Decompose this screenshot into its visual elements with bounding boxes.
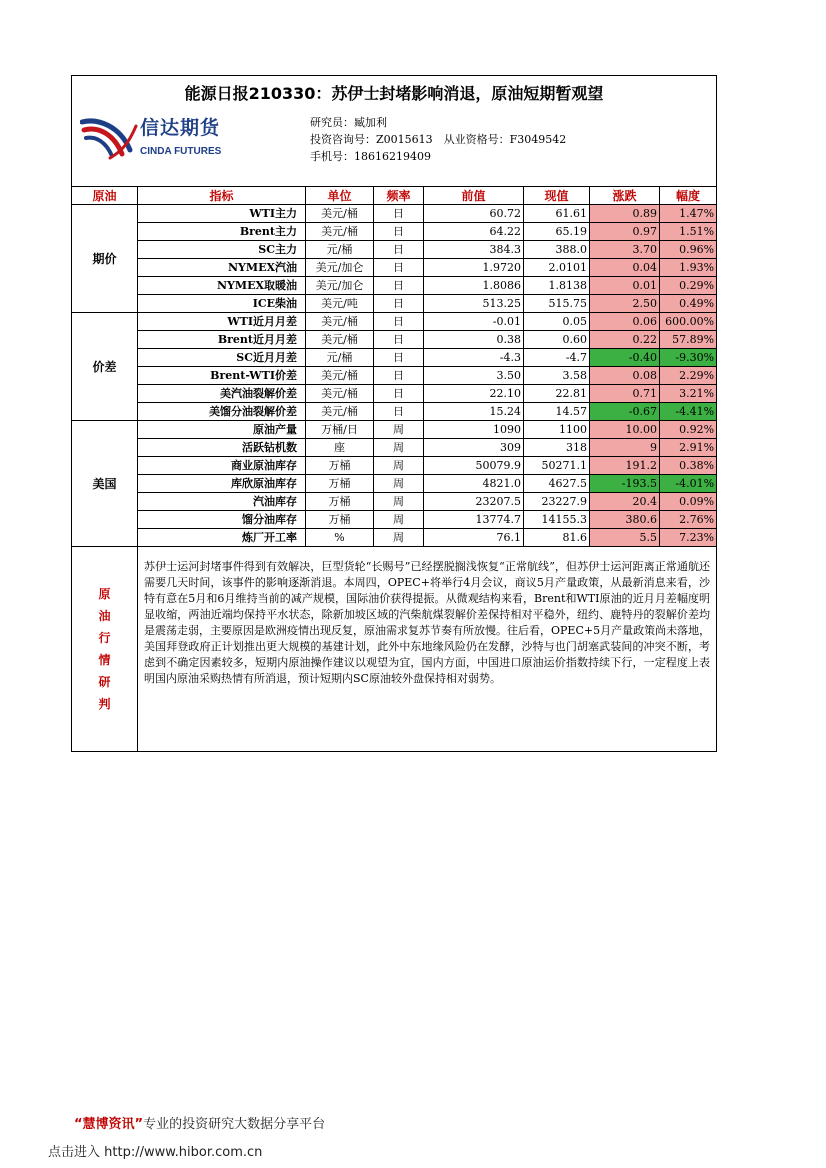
change-cell: 0.89 bbox=[590, 205, 660, 223]
table-row bbox=[72, 385, 717, 403]
table-row bbox=[72, 403, 717, 421]
previous-value-cell: 1090 bbox=[424, 421, 524, 439]
cinda-swirl-icon bbox=[80, 116, 138, 160]
unit-cell: 美元/桶 bbox=[306, 403, 374, 421]
current-value-cell: 1.8138 bbox=[524, 277, 590, 295]
indicator-cell: WTI近月月差 bbox=[138, 313, 306, 331]
previous-value-cell: 1.8086 bbox=[424, 277, 524, 295]
previous-value-cell: 76.1 bbox=[424, 529, 524, 547]
frequency-cell: 周 bbox=[374, 493, 424, 511]
logo-cn-text: 信达期货 bbox=[140, 117, 221, 139]
current-value-cell: 1100 bbox=[524, 421, 590, 439]
percent-change-cell: 0.09% bbox=[660, 493, 717, 511]
indicator-cell: 商业原油库存 bbox=[138, 457, 306, 475]
change-cell: 3.70 bbox=[590, 241, 660, 259]
footer-tagline-text: 专业的投资研究大数据分享平台 bbox=[143, 1117, 326, 1132]
change-cell: 20.4 bbox=[590, 493, 660, 511]
change-cell: 0.06 bbox=[590, 313, 660, 331]
previous-value-cell: 15.24 bbox=[424, 403, 524, 421]
unit-cell: 美元/桶 bbox=[306, 313, 374, 331]
change-cell: -0.40 bbox=[590, 349, 660, 367]
percent-change-cell: 3.21% bbox=[660, 385, 717, 403]
indicator-cell: ICE柴油 bbox=[138, 295, 306, 313]
header-cell: 涨跌 bbox=[590, 187, 660, 205]
table-row bbox=[72, 529, 717, 547]
previous-value-cell: -4.3 bbox=[424, 349, 524, 367]
unit-cell: 美元/桶 bbox=[306, 385, 374, 403]
table-row bbox=[72, 349, 717, 367]
judgement-label-cell bbox=[72, 547, 138, 752]
header-cell: 频率 bbox=[374, 187, 424, 205]
indicator-cell: 馏分油库存 bbox=[138, 511, 306, 529]
previous-value-cell: 23207.5 bbox=[424, 493, 524, 511]
header-cell: 前值 bbox=[424, 187, 524, 205]
change-cell: 0.01 bbox=[590, 277, 660, 295]
indicator-cell: SC主力 bbox=[138, 241, 306, 259]
unit-cell: 万桶 bbox=[306, 457, 374, 475]
indicator-cell: Brent主力 bbox=[138, 223, 306, 241]
section-label: 价差 bbox=[72, 313, 138, 421]
unit-cell: 美元/吨 bbox=[306, 295, 374, 313]
indicator-cell: NYMEX取暖油 bbox=[138, 277, 306, 295]
energy-daily-table bbox=[71, 75, 717, 752]
researcher-name: 研究员：臧加利 bbox=[310, 116, 387, 129]
indicator-cell: NYMEX汽油 bbox=[138, 259, 306, 277]
percent-change-cell: 1.51% bbox=[660, 223, 717, 241]
table-row bbox=[72, 295, 717, 313]
previous-value-cell: 50079.9 bbox=[424, 457, 524, 475]
indicator-cell: 库欣原油库存 bbox=[138, 475, 306, 493]
frequency-cell: 周 bbox=[374, 529, 424, 547]
table-row bbox=[72, 223, 717, 241]
previous-value-cell: 309 bbox=[424, 439, 524, 457]
change-cell: 2.50 bbox=[590, 295, 660, 313]
change-cell: 10.00 bbox=[590, 421, 660, 439]
table-row bbox=[72, 259, 717, 277]
frequency-cell: 周 bbox=[374, 439, 424, 457]
previous-value-cell: 60.72 bbox=[424, 205, 524, 223]
change-cell: 9 bbox=[590, 439, 660, 457]
percent-change-cell: 7.23% bbox=[660, 529, 717, 547]
footer-link[interactable]: 点击进入 http://www.hibor.com.cn bbox=[48, 1145, 263, 1160]
previous-value-cell: 4821.0 bbox=[424, 475, 524, 493]
percent-change-cell: 2.91% bbox=[660, 439, 717, 457]
percent-change-cell: 0.38% bbox=[660, 457, 717, 475]
change-cell: -0.67 bbox=[590, 403, 660, 421]
indicator-cell: 原油产量 bbox=[138, 421, 306, 439]
footer-tagline bbox=[74, 1113, 325, 1132]
indicator-cell: 美汽油裂解价差 bbox=[138, 385, 306, 403]
consult-number: 投资咨询号：Z0015613 从业资格号：F3049542 bbox=[310, 133, 567, 146]
frequency-cell: 日 bbox=[374, 367, 424, 385]
table-row bbox=[72, 511, 717, 529]
frequency-cell: 日 bbox=[374, 331, 424, 349]
section-label: 期价 bbox=[72, 205, 138, 313]
report-title: 能源日报210330：苏伊士封堵影响消退，原油短期暂观望 bbox=[72, 76, 717, 113]
unit-cell: 美元/加仑 bbox=[306, 259, 374, 277]
current-value-cell: 50271.1 bbox=[524, 457, 590, 475]
unit-cell: 美元/桶 bbox=[306, 367, 374, 385]
unit-cell: 美元/加仑 bbox=[306, 277, 374, 295]
table-row bbox=[72, 475, 717, 493]
indicator-cell: SC近月月差 bbox=[138, 349, 306, 367]
table-row bbox=[72, 277, 717, 295]
percent-change-cell: -4.01% bbox=[660, 475, 717, 493]
current-value-cell: 318 bbox=[524, 439, 590, 457]
change-cell: 0.97 bbox=[590, 223, 660, 241]
table-row bbox=[72, 331, 717, 349]
footer-brand: “慧博资讯” bbox=[74, 1117, 144, 1132]
previous-value-cell: 64.22 bbox=[424, 223, 524, 241]
unit-cell: 万桶 bbox=[306, 493, 374, 511]
table-row bbox=[72, 241, 717, 259]
current-value-cell: 14155.3 bbox=[524, 511, 590, 529]
table-row bbox=[72, 421, 717, 439]
table-row bbox=[72, 439, 717, 457]
current-value-cell: 61.61 bbox=[524, 205, 590, 223]
percent-change-cell: 0.92% bbox=[660, 421, 717, 439]
cinda-futures-logo bbox=[80, 116, 240, 160]
unit-cell: 万桶 bbox=[306, 475, 374, 493]
report-info bbox=[72, 112, 717, 187]
header-cell: 幅度 bbox=[660, 187, 717, 205]
unit-cell: 美元/桶 bbox=[306, 223, 374, 241]
logo-en-text: CINDA FUTURES bbox=[140, 146, 222, 157]
current-value-cell: 3.58 bbox=[524, 367, 590, 385]
indicator-cell: Brent近月月差 bbox=[138, 331, 306, 349]
unit-cell: 元/桶 bbox=[306, 241, 374, 259]
percent-change-cell: 1.93% bbox=[660, 259, 717, 277]
table-row bbox=[72, 367, 717, 385]
percent-change-cell: 0.29% bbox=[660, 277, 717, 295]
indicator-cell: Brent-WTI价差 bbox=[138, 367, 306, 385]
researcher-info bbox=[310, 114, 566, 165]
frequency-cell: 日 bbox=[374, 349, 424, 367]
unit-cell: % bbox=[306, 529, 374, 547]
previous-value-cell: 1.9720 bbox=[424, 259, 524, 277]
percent-change-cell: 2.29% bbox=[660, 367, 717, 385]
table-row bbox=[72, 457, 717, 475]
frequency-cell: 日 bbox=[374, 241, 424, 259]
previous-value-cell: 0.38 bbox=[424, 331, 524, 349]
percent-change-cell: -9.30% bbox=[660, 349, 717, 367]
header-cell: 指标 bbox=[138, 187, 306, 205]
indicator-cell: 炼厂开工率 bbox=[138, 529, 306, 547]
previous-value-cell: 513.25 bbox=[424, 295, 524, 313]
previous-value-cell: -0.01 bbox=[424, 313, 524, 331]
frequency-cell: 周 bbox=[374, 457, 424, 475]
change-cell: 0.04 bbox=[590, 259, 660, 277]
change-cell: 0.22 bbox=[590, 331, 660, 349]
current-value-cell: 65.19 bbox=[524, 223, 590, 241]
frequency-cell: 周 bbox=[374, 475, 424, 493]
unit-cell: 万桶/日 bbox=[306, 421, 374, 439]
unit-cell: 元/桶 bbox=[306, 349, 374, 367]
table-header bbox=[72, 187, 717, 205]
header-cell: 现值 bbox=[524, 187, 590, 205]
indicator-cell: 美馏分油裂解价差 bbox=[138, 403, 306, 421]
current-value-cell: 388.0 bbox=[524, 241, 590, 259]
judgement-label: 原油行情研判 bbox=[98, 587, 111, 711]
current-value-cell: 0.05 bbox=[524, 313, 590, 331]
previous-value-cell: 22.10 bbox=[424, 385, 524, 403]
indicator-cell: 活跃钻机数 bbox=[138, 439, 306, 457]
percent-change-cell: 57.89% bbox=[660, 331, 717, 349]
previous-value-cell: 384.3 bbox=[424, 241, 524, 259]
current-value-cell: 14.57 bbox=[524, 403, 590, 421]
frequency-cell: 日 bbox=[374, 259, 424, 277]
unit-cell: 美元/桶 bbox=[306, 331, 374, 349]
percent-change-cell: 600.00% bbox=[660, 313, 717, 331]
indicator-cell: WTI主力 bbox=[138, 205, 306, 223]
judgement-text: 苏伊士运河封堵事件得到有效解决，巨型货轮“长赐号”已经摆脱搁浅恢复“正常航线”，但苏伊士运河距离正常通航还需要几天时间，该事件的影响逐渐消退。本周四，OPEC+将举行4月会议，商议5月产量政策，从最新消息来看，沙特有意在5月和6月维持当前的减产规模，国际油价获得提振。从微观结构来看，Brent和WTI原油的近月月差幅度明显收缩，两油近端均保持平水状态，除新加坡区域的汽柴航煤裂解价差保持相对平稳外，纽约、鹿特丹的裂解价差均是震荡走弱，主要原因是欧洲疫情出现反复，原油需求复苏节奏有所放慢。往后看，OPEC+5月产量政策尚未落地，美国拜登政府正计划推出更大规模的基建计划，此外中东地缘风险仍在发酵，沙特与也门胡塞武装间的冲突不断，考虑到不确定因素较多，短期内原油操作建议以观望为宜，国内方面，中国进口原油运价指数持续下行，一定程度上表明国内原油采购热情有所消退，预计短期内SC原油较外盘保持相对弱势。 bbox=[138, 547, 717, 752]
unit-cell: 万桶 bbox=[306, 511, 374, 529]
header-cell: 原油 bbox=[72, 187, 138, 205]
current-value-cell: 23227.9 bbox=[524, 493, 590, 511]
current-value-cell: 0.60 bbox=[524, 331, 590, 349]
table-row bbox=[72, 313, 717, 331]
percent-change-cell: -4.41% bbox=[660, 403, 717, 421]
judgement-row bbox=[72, 547, 717, 752]
change-cell: -193.5 bbox=[590, 475, 660, 493]
frequency-cell: 日 bbox=[374, 313, 424, 331]
change-cell: 0.08 bbox=[590, 367, 660, 385]
change-cell: 5.5 bbox=[590, 529, 660, 547]
change-cell: 191.2 bbox=[590, 457, 660, 475]
current-value-cell: 22.81 bbox=[524, 385, 590, 403]
previous-value-cell: 13774.7 bbox=[424, 511, 524, 529]
phone-number: 手机号：18616219409 bbox=[310, 150, 431, 163]
current-value-cell: 515.75 bbox=[524, 295, 590, 313]
frequency-cell: 日 bbox=[374, 385, 424, 403]
percent-change-cell: 2.76% bbox=[660, 511, 717, 529]
header-cell: 单位 bbox=[306, 187, 374, 205]
frequency-cell: 日 bbox=[374, 223, 424, 241]
percent-change-cell: 0.96% bbox=[660, 241, 717, 259]
frequency-cell: 日 bbox=[374, 277, 424, 295]
percent-change-cell: 1.47% bbox=[660, 205, 717, 223]
previous-value-cell: 3.50 bbox=[424, 367, 524, 385]
current-value-cell: 4627.5 bbox=[524, 475, 590, 493]
frequency-cell: 周 bbox=[374, 511, 424, 529]
indicator-cell: 汽油库存 bbox=[138, 493, 306, 511]
unit-cell: 座 bbox=[306, 439, 374, 457]
frequency-cell: 周 bbox=[374, 421, 424, 439]
frequency-cell: 日 bbox=[374, 295, 424, 313]
section-label: 美国 bbox=[72, 421, 138, 547]
unit-cell: 美元/桶 bbox=[306, 205, 374, 223]
frequency-cell: 日 bbox=[374, 403, 424, 421]
current-value-cell: 2.0101 bbox=[524, 259, 590, 277]
table-row bbox=[72, 493, 717, 511]
current-value-cell: -4.7 bbox=[524, 349, 590, 367]
change-cell: 380.6 bbox=[590, 511, 660, 529]
table-row bbox=[72, 205, 717, 223]
frequency-cell: 日 bbox=[374, 205, 424, 223]
change-cell: 0.71 bbox=[590, 385, 660, 403]
percent-change-cell: 0.49% bbox=[660, 295, 717, 313]
current-value-cell: 81.6 bbox=[524, 529, 590, 547]
